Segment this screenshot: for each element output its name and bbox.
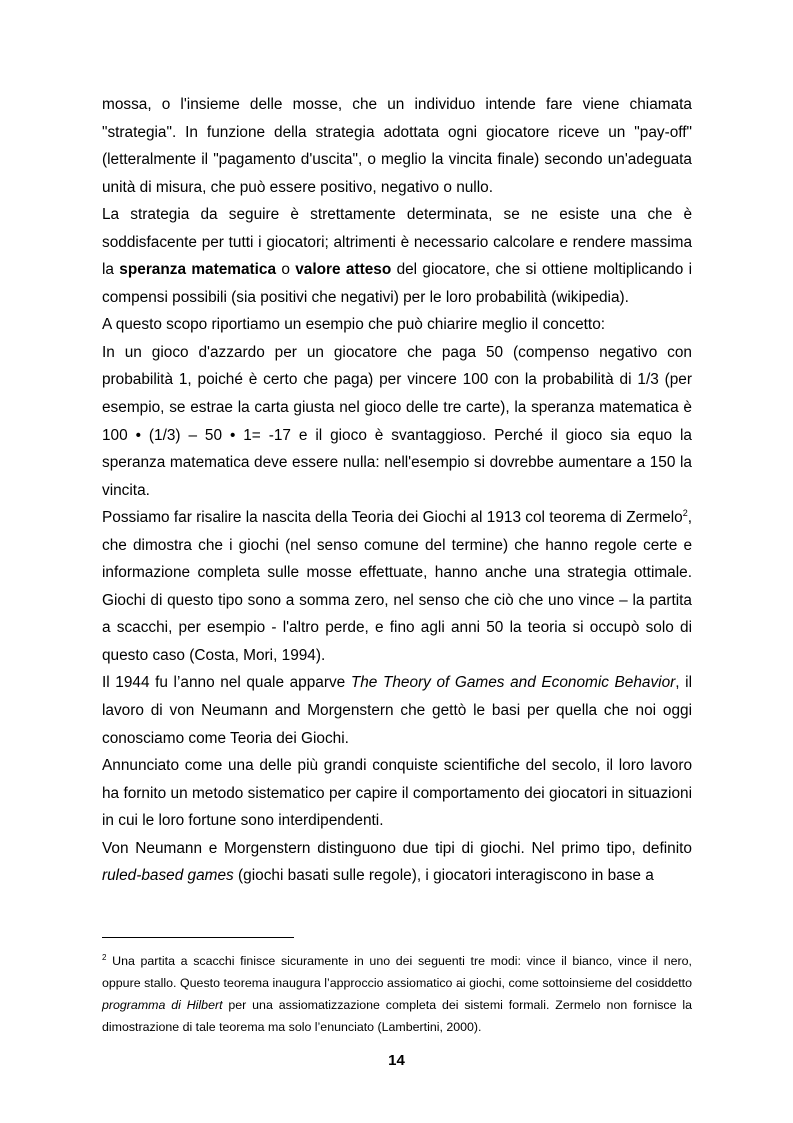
italic-term-ruled-based-games: ruled-based games <box>102 867 234 885</box>
text-run: , il lavoro di von Neumann and Morgenstern che gettò le basi per quella che noi oggi conosciamo come Teoria dei Giochi. <box>102 674 692 747</box>
italic-book-title: The Theory of Games and Economic Behavior <box>350 674 676 692</box>
paragraph-gambling-example: In un gioco d'azzardo per un giocatore che paga 50 (compenso negativo con probabilità 1, poiché è certo che paga) per vincere 100 con la probabilità di 1/3 (per esempio, se estrae la carta giusta nel gioco delle tre carte), la speranza matematica è 100 • (1/3) – 50 • 1= -17 e il gioco è svantaggioso. Perché il gioco sia equo la speranza matematica deve essere nulla: nell'esempio si dovrebbe aumentare a 150 la vincita. <box>102 343 692 499</box>
text-run: Possiamo far risalire la nascita della Teoria dei Giochi al 1913 col teorema di Zermelo <box>102 509 683 527</box>
paragraph-example-intro: A questo scopo riportiamo un esempio che può chiarire meglio il concetto: <box>102 316 606 334</box>
footnote-marker: 2 <box>102 953 107 962</box>
body-text <box>102 91 692 890</box>
text-run: del giocatore, che si ottiene moltiplicando i compensi possibili (sia positivi che negativi) per le loro probabilità (wikipedia). <box>102 261 692 306</box>
bold-term-speranza-matematica: speranza matematica <box>119 261 277 279</box>
paragraph-game-types <box>102 835 692 890</box>
bold-term-valore-atteso: valore atteso <box>295 261 392 279</box>
italic-programma-di-hilbert: programma di Hilbert <box>102 998 223 1013</box>
page-number: 14 <box>388 1052 405 1069</box>
footnote-reference[interactable]: 2 <box>682 508 688 519</box>
paragraph-announcement: Annunciato come una delle più grandi conquiste scientifiche del secolo, il loro lavoro ha fornito un metodo sistematico per capire il comportamento dei giocatori in situazioni in cui le loro fortune sono interdipendenti. <box>102 757 692 830</box>
text-run: La strategia da seguire è strettamente determinata, se ne esiste una che è soddisfacente per tutti i giocatori; altrimenti è necessario calcolare e rendere massima la <box>102 206 692 279</box>
footnote <box>102 950 692 1038</box>
paragraph-strategy-definition: mossa, o l'insieme delle mosse, che un individuo intende fare viene chiamata "strategia". In funzione della strategia adottata ogni giocatore riceve un "pay-off" (letteralmente il "pagamento d'uscita", o meglio la vincita finale) secondo un'adeguata unità di misura, che può essere positivo, negativo o nullo. <box>102 96 692 196</box>
text-run: , che dimostra che i giochi (nel senso comune del termine) che hanno regole certe e informazione completa sulle mosse effettuate, hanno anche una strategia ottimale. Giochi di questo tipo sono a somma zero, nel senso che ciò che uno vince – la partita a scacchi, per esempio - l'altro perde, e fino agli anni 50 la teoria si occupò solo di questo caso (Costa, Mori, 1994). <box>102 509 692 664</box>
text-run: Von Neumann e Morgenstern distinguono due tipi di giochi. Nel primo tipo, definito <box>102 839 692 857</box>
text-run: per una assiomatizzazione completa dei sistemi formali. Zermelo non fornisce la dimostrazione di tale teorema ma solo l’enunciato (Lambertini, 2000). <box>102 998 692 1035</box>
paragraph-1944-book <box>102 669 692 752</box>
paragraph-expected-value <box>102 201 692 311</box>
text-run: Il 1944 fu l’anno nel quale apparve <box>102 674 351 692</box>
text-run: (giochi basati sulle regole), i giocatori interagiscono in base a <box>233 867 654 885</box>
text-run: o <box>276 261 296 279</box>
footnote-separator <box>102 937 294 938</box>
text-run: Una partita a scacchi finisce sicuramente in uno dei seguenti tre modi: vince il bianco, vince il nero, oppure stallo. Questo teorema inaugura l’approccio assiomatico ai giochi, come sottoinsieme del cosiddetto <box>102 954 692 991</box>
paragraph-zermelo <box>102 504 692 669</box>
